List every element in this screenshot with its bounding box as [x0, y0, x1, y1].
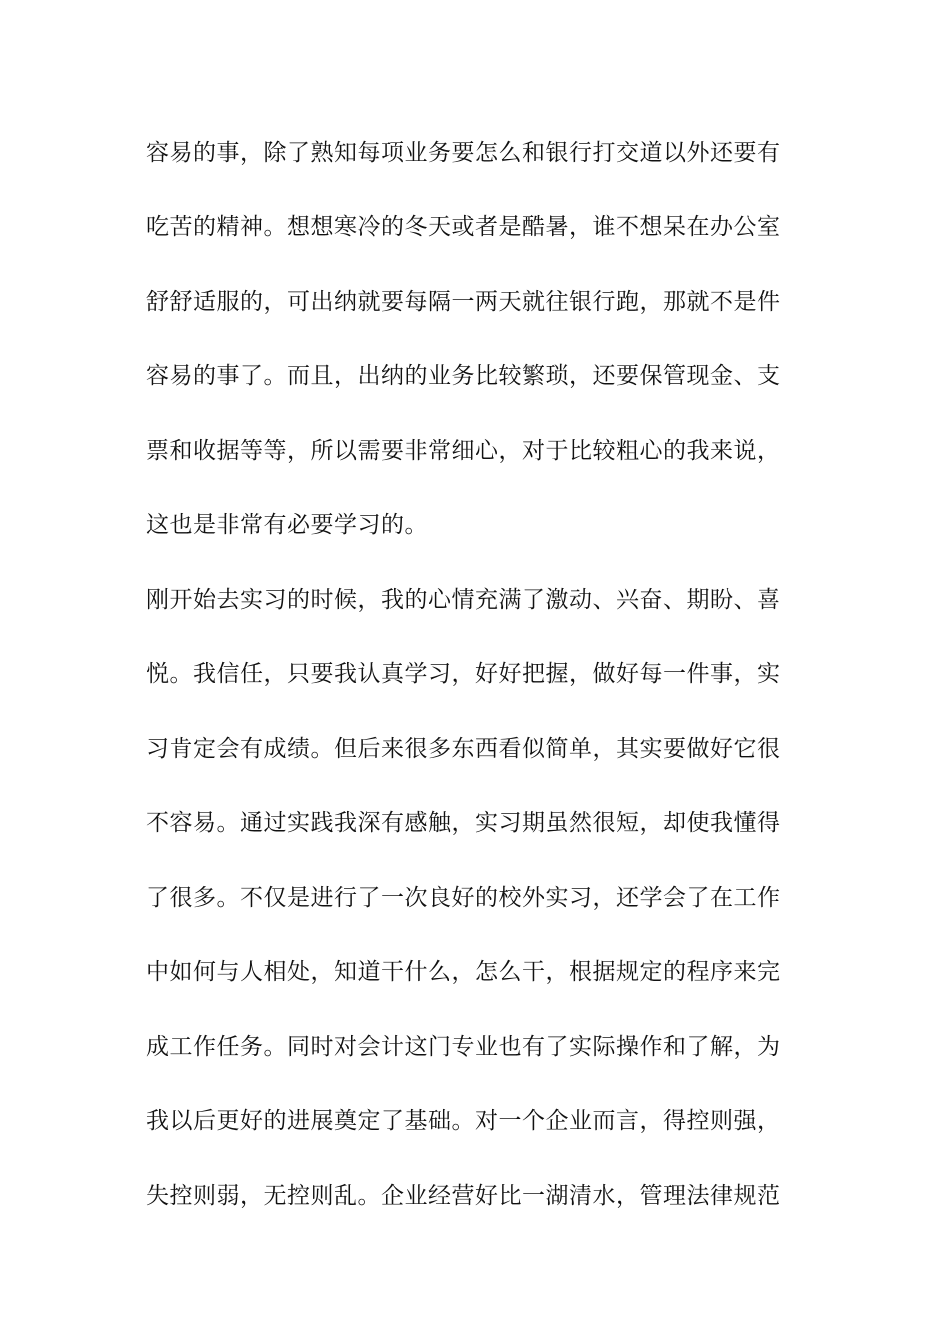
text-line: 成工作任务。同时对会计这门专业也有了实际操作和了解，为 — [146, 1034, 781, 1060]
text-line: 习肯定会有成绩。但后来很多东西看似简单，其实要做好它很 — [146, 736, 781, 762]
text-line: 票和收据等等，所以需要非常细心，对于比较粗心的我来说， — [146, 438, 781, 464]
text-line: 舒舒适服的，可出纳就要每隔一两天就往银行跑，那就不是件 — [146, 289, 781, 315]
text-line: 中如何与人相处，知道干什么，怎么干，根据规定的程序来完 — [146, 959, 781, 985]
text-line: 刚开始去实习的时候，我的心情充满了激动、兴奋、期盼、喜 — [146, 587, 781, 613]
text-line: 吃苦的精神。想想寒冷的冬天或者是酷暑，谁不想呆在办公室 — [146, 214, 781, 240]
text-line: 失控则弱，无控则乱。企业经营好比一湖清水，管理法律规范 — [146, 1183, 781, 1209]
text-line: 这也是非常有必要学习的。 — [146, 512, 428, 538]
text-line: 我以后更好的进展奠定了基础。对一个企业而言，得控则强， — [146, 1108, 781, 1134]
text-line: 容易的事，除了熟知每项业务要怎么和银行打交道以外还要有 — [146, 140, 781, 166]
text-line: 了很多。不仅是进行了一次良好的校外实习，还学会了在工作 — [146, 885, 781, 911]
text-line: 不容易。通过实践我深有感触，实习期虽然很短，却使我懂得 — [146, 810, 781, 836]
text-line: 悦。我信任，只要我认真学习，好好把握，做好每一件事，实 — [146, 661, 781, 687]
text-line: 容易的事了。而且，出纳的业务比较繁琐，还要保管现金、支 — [146, 363, 781, 389]
